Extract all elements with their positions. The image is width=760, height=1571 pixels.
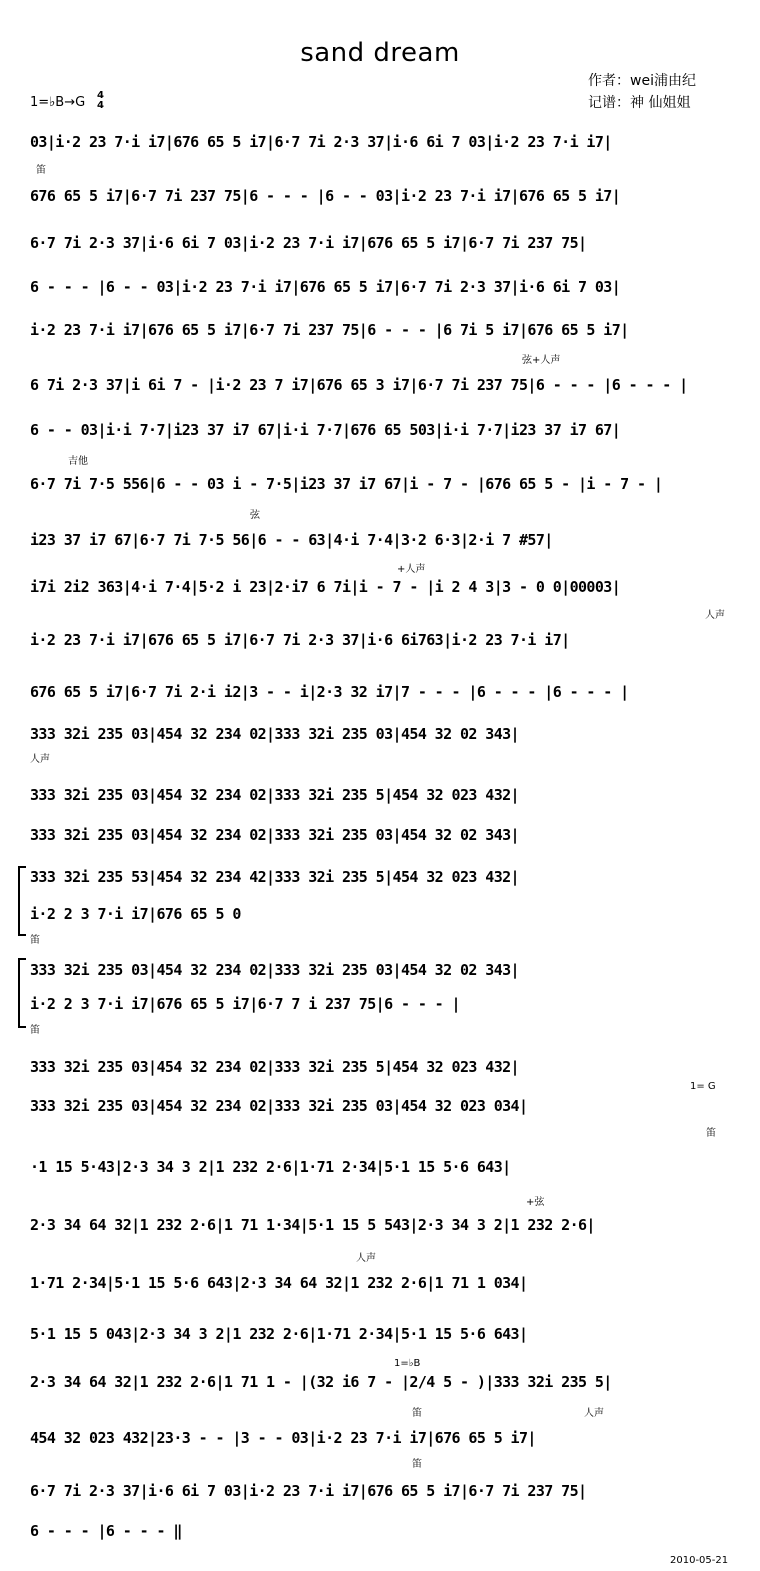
author: 作者：wei浦由纪 xyxy=(588,73,696,89)
instrument-annotation: +弦 xyxy=(526,1197,545,1208)
score-line: 333 32i 235 03|454 32 234 02|333 32i 235 03|454 32 02 343| xyxy=(30,725,519,743)
score-line: 6·7 7i 7·5 556|6 - - 03 i - 7·5|i23 37 i7 67|i - 7 - |676 65 5 - |i - 7 - | xyxy=(30,475,663,493)
staff-bracket xyxy=(18,958,26,1028)
instrument-annotation: +人声 xyxy=(397,564,426,575)
score-line: 2·3 34 64 32|1 232 2·6|1 71 1 - |(32 i6 7 - |2/4 5 - )|333 32i 235 5| xyxy=(30,1373,612,1391)
instrument-annotation: 笛 xyxy=(30,1025,40,1036)
transcriber: 记谱：神 仙姐姐 xyxy=(588,95,691,111)
instrument-annotation: 弦 xyxy=(250,510,260,521)
instrument-annotation: 笛 xyxy=(30,935,40,946)
instrument-annotation: 笛 xyxy=(36,165,46,176)
instrument-annotation: 人声 xyxy=(356,1253,376,1264)
credits xyxy=(588,70,696,114)
score-line: 333 32i 235 03|454 32 234 02|333 32i 235 5|454 32 023 432| xyxy=(30,1058,519,1076)
score-line: 1·71 2·34|5·1 15 5·6 643|2·3 34 64 32|1 232 2·6|1 71 1 034| xyxy=(30,1274,528,1292)
score-line: ·1 15 5·43|2·3 34 3 2|1 232 2·6|1·71 2·34|5·1 15 5·6 643| xyxy=(30,1158,511,1176)
score-line: i7i 2i2 363|4·i 7·4|5·2 i 23|2·i7 6 7i|i - 7 - |i 2 4 3|3 - 0 0|00003| xyxy=(30,578,621,596)
score-line: 333 32i 235 03|454 32 234 02|333 32i 235 5|454 32 023 432| xyxy=(30,786,519,804)
score-line: i23 37 i7 67|6·7 7i 7·5 56|6 - - 63|4·i 7·4|3·2 6·3|2·i 7 #57| xyxy=(30,531,553,549)
instrument-annotation: 笛 xyxy=(412,1408,422,1419)
song-title: sand dream xyxy=(300,38,460,68)
time-signature-bottom: 4 xyxy=(97,100,104,111)
score-line: 333 32i 235 53|454 32 234 42|333 32i 235 5|454 32 023 432| xyxy=(30,868,519,886)
score-line: 333 32i 235 03|454 32 234 02|333 32i 235 03|454 32 023 034| xyxy=(30,1097,528,1115)
score-line: 5·1 15 5 043|2·3 34 3 2|1 232 2·6|1·71 2·34|5·1 15 5·6 643| xyxy=(30,1325,528,1343)
score-line: i·2 23 7·i i7|676 65 5 i7|6·7 7i 2·3 37|i·6 6i763|i·2 23 7·i i7| xyxy=(30,631,570,649)
score-line: 676 65 5 i7|6·7 7i 237 75|6 - - - |6 - - 03|i·2 23 7·i i7|676 65 5 i7| xyxy=(30,187,621,205)
instrument-annotation: 人声 xyxy=(584,1408,604,1419)
score-line: 333 32i 235 03|454 32 234 02|333 32i 235 03|454 32 02 343| xyxy=(30,961,519,979)
score-line: i·2 2 3 7·i i7|676 65 5 i7|6·7 7 i 237 75|6 - - - | xyxy=(30,995,460,1013)
score-line: 6·7 7i 2·3 37|i·6 6i 7 03|i·2 23 7·i i7|676 65 5 i7|6·7 7i 237 75| xyxy=(30,234,587,252)
score-line: 6 - - - |6 - - 03|i·2 23 7·i i7|676 65 5 i7|6·7 7i 2·3 37|i·6 6i 7 03| xyxy=(30,278,621,296)
key-signature: 1=♭B→G xyxy=(30,95,86,110)
score-line: 6 7i 2·3 37|i 6i 7 - |i·2 23 7 i7|676 65 3 i7|6·7 7i 237 75|6 - - - |6 - - - | xyxy=(30,376,688,394)
instrument-annotation: 人声 xyxy=(705,610,725,621)
score-line: 454 32 023 432|23·3 - - |3 - - 03|i·2 23 7·i i7|676 65 5 i7| xyxy=(30,1429,536,1447)
score-line: 03|i·2 23 7·i i7|676 65 5 i7|6·7 7i 2·3 37|i·6 6i 7 03|i·2 23 7·i i7| xyxy=(30,133,612,151)
time-signature xyxy=(97,91,104,111)
instrument-annotation: 人声 xyxy=(30,754,50,765)
score-line: i·2 23 7·i i7|676 65 5 i7|6·7 7i 237 75|6 - - - |6 7i 5 i7|676 65 5 i7| xyxy=(30,321,629,339)
instrument-annotation: 笛 xyxy=(412,1459,422,1470)
score-line: 6 - - 03|i·i 7·7|i23 37 i7 67|i·i 7·7|676 65 503|i·i 7·7|i23 37 i7 67| xyxy=(30,421,621,439)
score-line: 6 - - - |6 - - - ‖ xyxy=(30,1522,182,1540)
instrument-annotation: 弦+人声 xyxy=(522,355,561,366)
key-change: 1=♭B xyxy=(394,1358,421,1369)
staff-bracket xyxy=(18,866,26,936)
instrument-annotation: 吉他 xyxy=(68,456,88,467)
key-change: 1= G xyxy=(690,1081,716,1092)
score-line: 6·7 7i 2·3 37|i·6 6i 7 03|i·2 23 7·i i7|676 65 5 i7|6·7 7i 237 75| xyxy=(30,1482,587,1500)
time-signature-top: 4 xyxy=(97,90,104,101)
score-line: 2·3 34 64 32|1 232 2·6|1 71 1·34|5·1 15 5 543|2·3 34 3 2|1 232 2·6| xyxy=(30,1216,595,1234)
date-stamp: 2010-05-21 xyxy=(670,1555,729,1566)
score-line: 333 32i 235 03|454 32 234 02|333 32i 235 03|454 32 02 343| xyxy=(30,826,519,844)
instrument-annotation: 笛 xyxy=(706,1128,716,1139)
score-line: 676 65 5 i7|6·7 7i 2·i i2|3 - - i|2·3 32 i7|7 - - - |6 - - - |6 - - - | xyxy=(30,683,629,701)
score-line: i·2 2 3 7·i i7|676 65 5 0 xyxy=(30,905,241,923)
